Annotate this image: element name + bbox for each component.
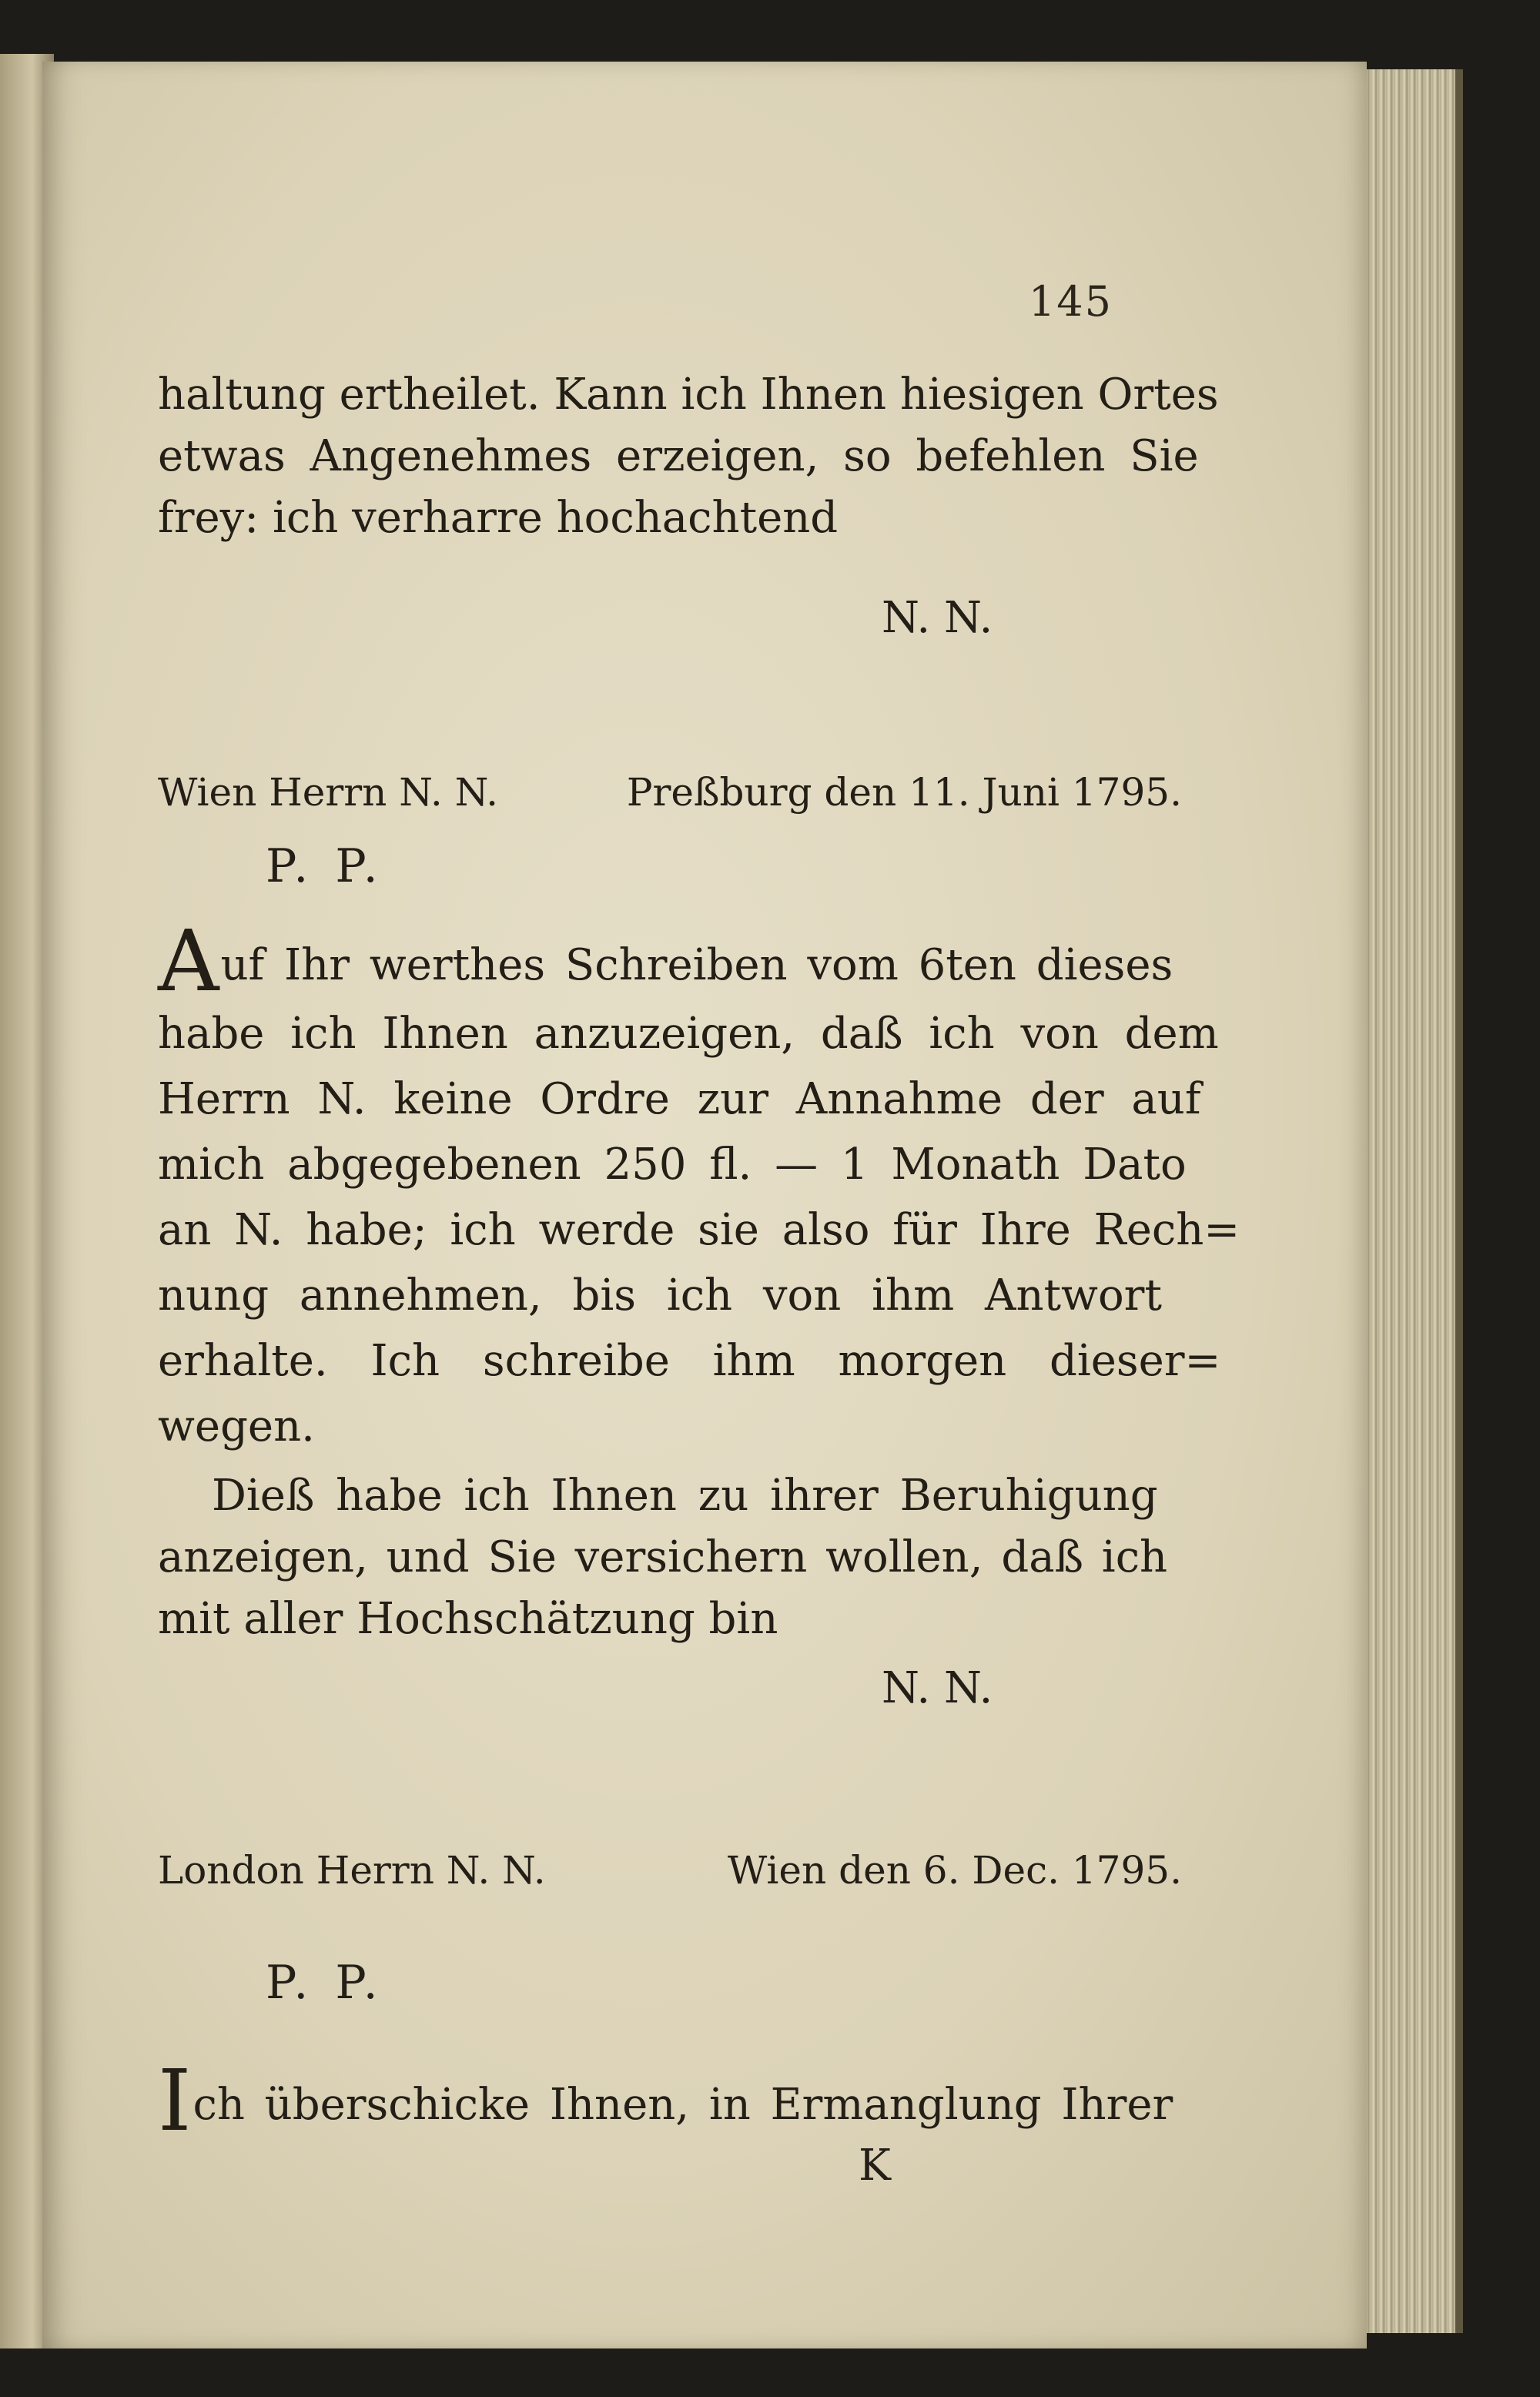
text-line — [158, 1594, 1182, 1644]
text-line — [158, 1532, 1182, 1582]
salutation: P. P. — [266, 839, 384, 893]
text-line — [158, 370, 1219, 420]
place-date: Preßburg den 11. Juni 1795. — [626, 770, 1182, 815]
text-line-content: etwas Angenehmes erzeigen, so befehlen Sie — [158, 431, 1199, 481]
text-line-content: Herrn N. keine Ordre zur Annahme der auf — [158, 1074, 1201, 1124]
text-line — [158, 1074, 1201, 1124]
text-line — [158, 493, 1182, 543]
page-number: 145 — [1028, 277, 1113, 326]
text-line-content: haltung ertheilet. Kann ich Ihnen hiesigen Ortes — [158, 370, 1219, 420]
text-line-content: mit aller Hochschätzung bin — [158, 1594, 778, 1644]
signature: N. N. — [882, 593, 993, 643]
text-line-content: uf Ihr werthes Schreiben vom 6ten dieses — [220, 940, 1173, 990]
catchword: K — [859, 2141, 891, 2191]
text-line-content: mich abgegebenen 250 fl. — 1 Monath Dato — [158, 1140, 1187, 1190]
place-date: Wien den 6. Dec. 1795. — [727, 1848, 1182, 1893]
text-line — [158, 1401, 1182, 1451]
signature: N. N. — [882, 1663, 993, 1713]
text-line — [158, 431, 1199, 481]
text-line-content: frey: ich verharre hochachtend — [158, 493, 839, 543]
text-line — [158, 1205, 1240, 1255]
text-line-content: erhalte. Ich schreibe ihm morgen dieser= — [158, 1336, 1221, 1386]
page-stack-edge — [1355, 69, 1463, 2333]
letter-header — [158, 770, 1182, 815]
addressee: Wien Herrn N. N. — [158, 770, 499, 815]
drop-capital: A — [158, 912, 219, 1010]
letter-header — [158, 1848, 1182, 1893]
text-line-content: anzeigen, und Sie versichern wollen, daß ich — [158, 1532, 1168, 1582]
drop-capital: I — [158, 2051, 192, 2150]
salutation: P. P. — [266, 1956, 384, 2010]
text-line — [212, 1471, 1182, 1521]
text-line — [158, 1140, 1187, 1190]
text-line-content: wegen. — [158, 1401, 315, 1451]
text-line — [158, 2051, 1182, 2150]
addressee: London Herrn N. N. — [158, 1848, 546, 1893]
book-page — [42, 62, 1367, 2348]
text-line — [158, 1009, 1219, 1059]
text-line-content: Dieß habe ich Ihnen zu ihrer Beruhigung — [212, 1471, 1158, 1521]
text-line-content: ch überschicke Ihnen, in Ermanglung Ihrer — [192, 2080, 1173, 2130]
text-line — [158, 912, 1182, 1010]
text-line-content: habe ich Ihnen anzuzeigen, daß ich von dem — [158, 1009, 1219, 1059]
text-line-content: nung annehmen, bis ich von ihm Antwort — [158, 1270, 1162, 1321]
text-line-content: an N. habe; ich werde sie also für Ihre Rech= — [158, 1205, 1240, 1255]
text-line — [158, 1336, 1221, 1386]
text-line — [158, 1270, 1182, 1321]
